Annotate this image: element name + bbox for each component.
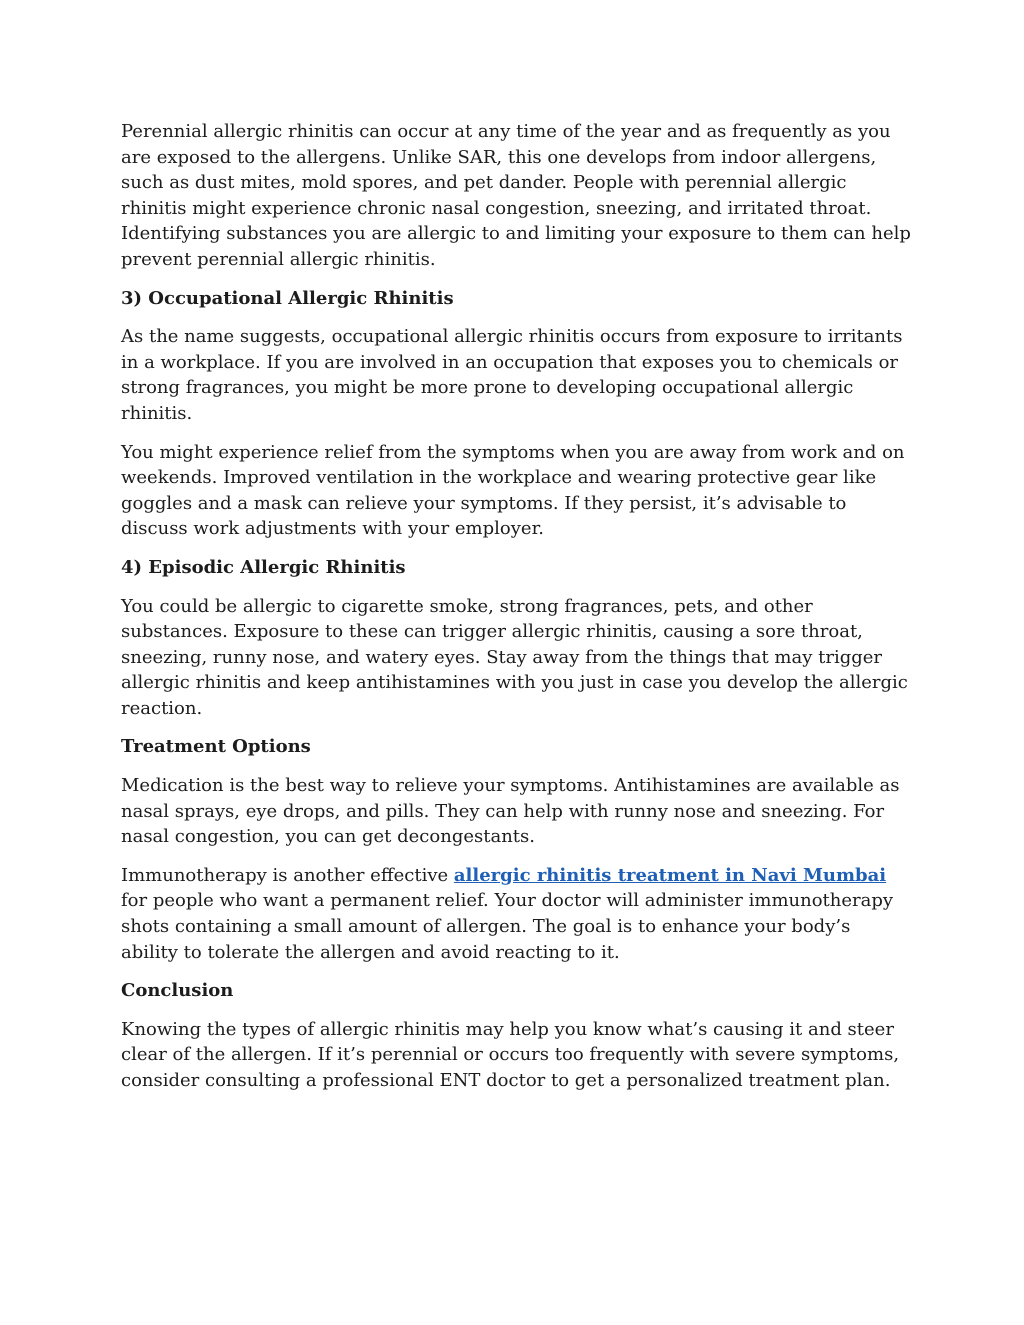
heading-episodic: 4) Episodic Allergic Rhinitis xyxy=(121,556,406,578)
document-page xyxy=(121,119,911,1107)
treatment-link[interactable]: allergic rhinitis treatment in Navi Mumbai xyxy=(453,864,887,886)
paragraph-perennial: Perennial allergic rhinitis can occur at any time of the year and as frequently as you are exposed to the allergens. Unlike SAR, this one develops from indoor allergens, such as dust mites, mold spores, and pet dander. People with perennial allergic rhinitis might experience chronic nasal congestion, sneezing, and irritated throat. Identifying substances you are allergic to and limiting your exposure to them can help prevent perennial allergic rhinitis. xyxy=(121,121,911,270)
paragraph-occupational-2: You might experience relief from the symptoms when you are away from work and on weekends. Improved ventilation in the workplace and wearing protective gear like goggles and a mask can relieve your symptoms. If they persist, it’s advisable to discuss work adjustments with your employer. xyxy=(121,441,905,540)
paragraph-occupational-1: As the name suggests, occupational allergic rhinitis occurs from exposure to irritants in a workplace. If you are involved in an occupation that exposes you to chemicals or strong fragrances, you might be more prone to developing occupational allergic rhinitis. xyxy=(121,326,903,424)
paragraph-episodic: You could be allergic to cigarette smoke, strong fragrances, pets, and other substances. Exposure to these can trigger allergic rhinitis, causing a sore throat, sneezing, runny nose, and watery eyes. Stay away from the things that may trigger allergic rhinitis and keep antihistamines with you just in case you develop the allergic reaction. xyxy=(121,595,908,719)
paragraph-medication: Medication is the best way to relieve your symptoms. Antihistamines are available as nasal sprays, eye drops, and pills. They can help with runny nose and sneezing. For nasal congestion, you can get decongestants. xyxy=(121,775,900,848)
immunotherapy-text-after: for people who want a permanent relief. Your doctor will administer immunotherapy shots containing a small amount of allergen. The goal is to enhance your body’s ability to tolerate the allergen and avoid reacting to it. xyxy=(121,890,894,963)
paragraph-immunotherapy xyxy=(121,863,911,965)
heading-treatment-options: Treatment Options xyxy=(121,736,311,758)
paragraph-conclusion: Knowing the types of allergic rhinitis may help you know what’s causing it and steer clear of the allergen. If it’s perennial or occurs too frequently with severe symptoms, consider consulting a professional ENT doctor to get a personalized treatment plan. xyxy=(121,1018,900,1091)
heading-conclusion: Conclusion xyxy=(121,980,234,1002)
heading-occupational: 3) Occupational Allergic Rhinitis xyxy=(121,287,454,309)
immunotherapy-text-before: Immunotherapy is another effective xyxy=(121,864,454,886)
